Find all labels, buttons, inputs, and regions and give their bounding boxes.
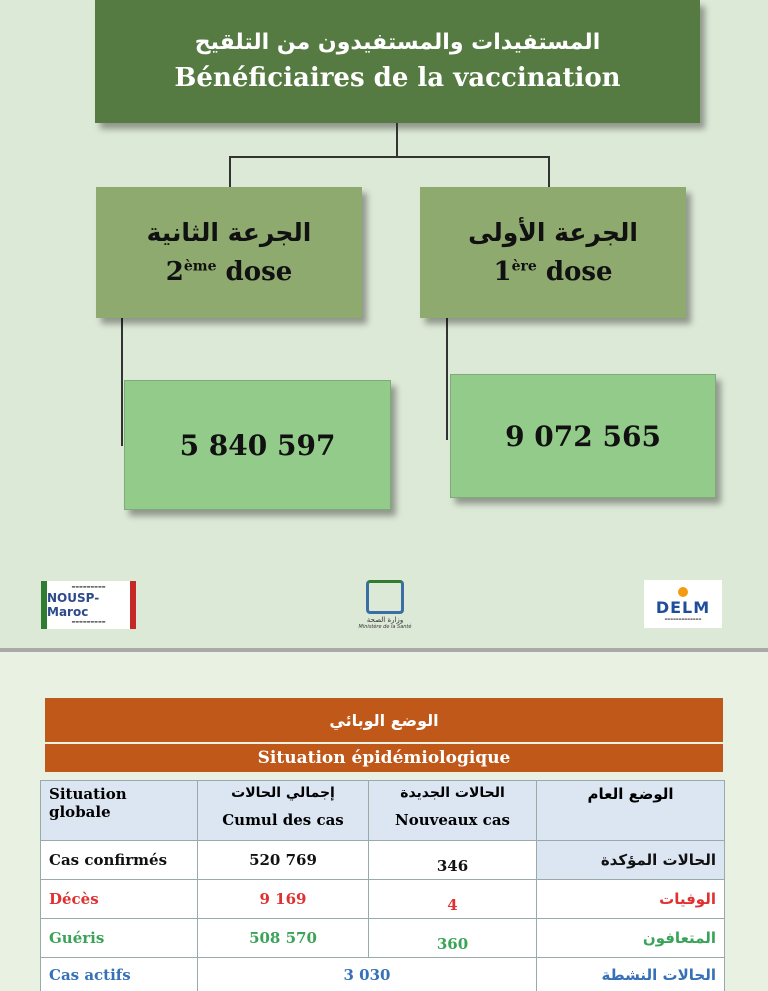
row-new: 346 bbox=[369, 841, 537, 880]
dose1-value-box bbox=[450, 374, 716, 498]
dose2-box bbox=[96, 187, 362, 318]
vaccination-title-ar: المستفيدات والمستفيدون من التلقيح bbox=[194, 30, 601, 55]
header-nouveaux: الحالات الجديدة Nouveaux cas bbox=[369, 781, 537, 841]
connector-dose2-value bbox=[121, 318, 123, 446]
table-row bbox=[41, 880, 725, 919]
dose1-value: 9 072 565 bbox=[505, 419, 661, 453]
situation-title-fr: Situation épidémiologique bbox=[45, 744, 723, 772]
dose1-label-ar: الجرعة الأولى bbox=[468, 218, 638, 247]
row-label-fr: Cas confirmés bbox=[41, 841, 198, 880]
ministry-emblem-icon bbox=[366, 580, 404, 614]
situation-table bbox=[40, 780, 725, 991]
connector-right-down bbox=[548, 156, 550, 188]
ministry-logo: وزارة الصحة Ministère de la Santé bbox=[350, 572, 420, 638]
row-new: 4 bbox=[369, 880, 537, 919]
dose2-value-box bbox=[124, 380, 391, 510]
delm-figure-icon bbox=[678, 587, 688, 597]
dose2-value: 5 840 597 bbox=[179, 428, 336, 462]
header-situation-globale: Situation globale bbox=[41, 781, 198, 841]
connector-left-down bbox=[229, 156, 231, 188]
dose2-label-ar: الجرعة الثانية bbox=[146, 218, 312, 247]
dose1-label-fr: 1ère dose bbox=[493, 257, 613, 287]
row-new: 360 bbox=[369, 919, 537, 958]
connector-horizontal bbox=[229, 156, 550, 158]
connector-title-down bbox=[396, 123, 398, 157]
header-cumul: إجمالي الحالات Cumul des cas bbox=[198, 781, 369, 841]
row-label-fr: Guéris bbox=[41, 919, 198, 958]
nousp-logo: ▬▬▬▬▬▬▬▬▬ NOUSP-Maroc ▬▬▬▬▬▬▬▬▬ bbox=[41, 581, 136, 629]
table-row bbox=[41, 919, 725, 958]
row-label-ar: الحالات النشطة bbox=[537, 958, 725, 991]
table-row bbox=[41, 958, 725, 991]
row-label-ar: الحالات المؤكدة bbox=[537, 841, 725, 880]
row-label-ar: الوفيات bbox=[537, 880, 725, 919]
delm-logo: DELM ▬▬▬▬▬▬▬▬▬▬▬▬▬ bbox=[644, 580, 722, 628]
vaccination-title-box bbox=[95, 0, 700, 123]
table-row bbox=[41, 841, 725, 880]
row-cumul: 520 769 bbox=[198, 841, 369, 880]
row-cumul: 508 570 bbox=[198, 919, 369, 958]
row-label-fr: Cas actifs bbox=[41, 958, 198, 991]
row-label-fr: Décès bbox=[41, 880, 198, 919]
row-label-ar: المتعافون bbox=[537, 919, 725, 958]
row-cumul: 3 030 bbox=[198, 958, 537, 991]
dose1-box bbox=[420, 187, 686, 318]
dose2-label-fr: 2ème dose bbox=[165, 257, 293, 287]
situation-title-ar: الوضع الوبائي bbox=[45, 698, 723, 742]
row-cumul: 9 169 bbox=[198, 880, 369, 919]
connector-dose1-value bbox=[446, 318, 448, 440]
header-situation-ar: الوضع العام bbox=[537, 781, 725, 841]
table-header-row bbox=[41, 781, 725, 841]
vaccination-title-fr: Bénéficiaires de la vaccination bbox=[174, 63, 621, 93]
